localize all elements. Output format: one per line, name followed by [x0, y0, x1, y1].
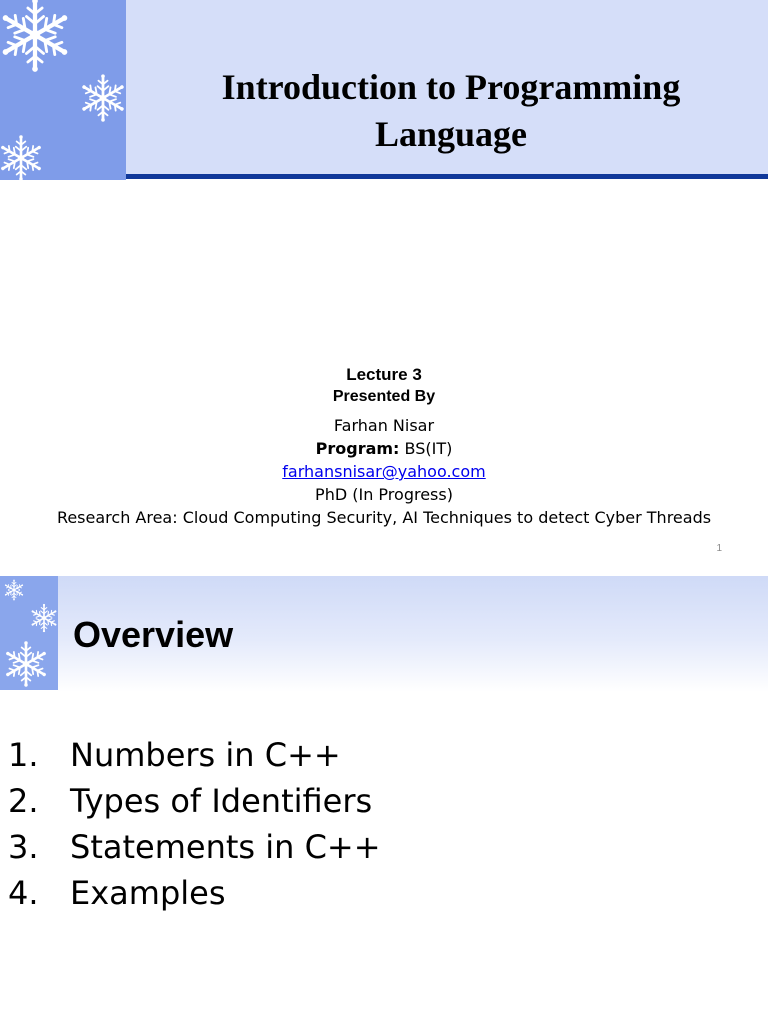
item-number: 3. — [8, 828, 39, 866]
item-text: Types of Identifiers — [70, 782, 373, 820]
overview-list — [8, 732, 381, 916]
snowflake-icon — [0, 134, 45, 180]
item-number: 1. — [8, 736, 39, 774]
list-item — [8, 732, 381, 778]
email-link[interactable]: farhansnisar@yahoo.com — [282, 462, 486, 481]
list-item — [8, 870, 381, 916]
title-underline — [126, 174, 768, 179]
page-number: 1 — [716, 543, 722, 554]
slide-title — [126, 64, 768, 158]
item-number: 2. — [8, 782, 39, 820]
presenter-name: Farhan Nisar — [333, 416, 435, 435]
item-text: Statements in C++ — [70, 828, 381, 866]
snowflake-icon — [0, 0, 74, 74]
item-text: Examples — [70, 874, 226, 912]
snowflake-sidebar — [0, 576, 58, 690]
item-number: 4. — [8, 874, 39, 912]
snowflake-icon — [2, 640, 50, 688]
program-label: Program: — [315, 439, 400, 458]
slide-title: Overview — [73, 614, 234, 655]
lecture-number: Lecture 3 — [346, 365, 422, 384]
list-item — [8, 824, 381, 870]
snowflake-icon — [29, 603, 58, 633]
title-line-2: Language — [374, 114, 528, 154]
snowflake-sidebar — [0, 0, 126, 180]
title-line-1: Introduction to Programming — [221, 67, 681, 107]
snowflake-icon — [3, 579, 25, 601]
research-area: Research Area: Cloud Computing Security, AI Techniques to detect Cyber Threads — [56, 508, 712, 527]
list-item — [8, 778, 381, 824]
program-line — [0, 439, 768, 458]
email-line — [0, 462, 768, 481]
degree-status: PhD (In Progress) — [315, 485, 453, 504]
presented-by-label: Presented By — [332, 388, 436, 405]
item-text: Numbers in C++ — [70, 736, 341, 774]
snowflake-icon — [78, 73, 126, 123]
program-value: BS(IT) — [404, 439, 453, 458]
slide-2 — [0, 576, 768, 1024]
